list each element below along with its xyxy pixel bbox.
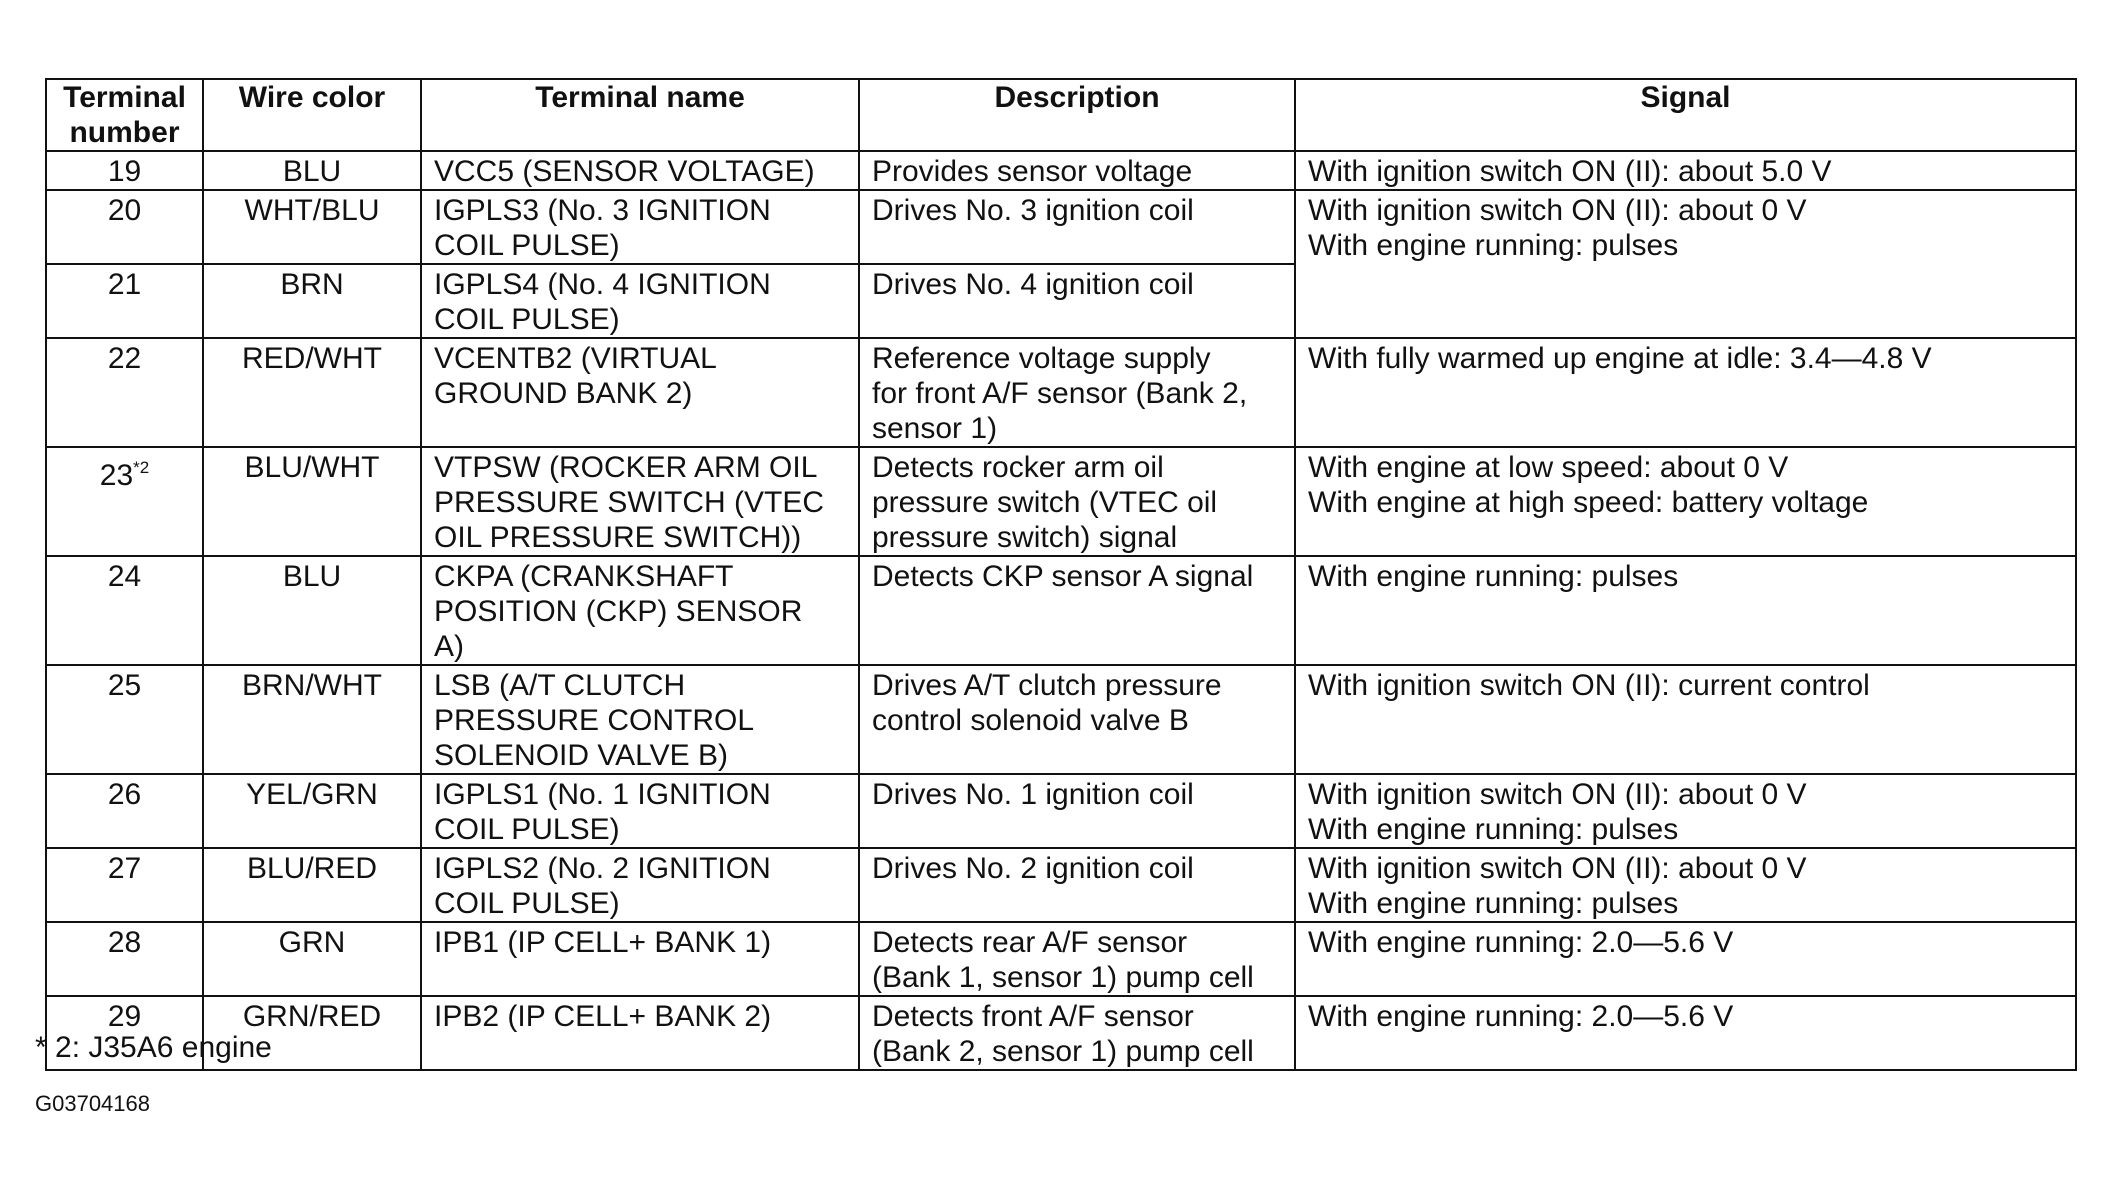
terminal-number-cell: 27 (46, 848, 203, 922)
terminal-number-cell: 26 (46, 774, 203, 848)
signal-cell: With ignition switch ON (II): about 0 V With engine running: pulses (1295, 848, 2076, 922)
terminal-number-cell: 24 (46, 556, 203, 665)
signal-cell: With fully warmed up engine at idle: 3.4—4.8 V (1295, 338, 2076, 447)
description-cell: Reference voltage supply for front A/F sensor (Bank 2, sensor 1) (859, 338, 1295, 447)
terminal-name-cell: IPB2 (IP CELL+ BANK 2) (421, 996, 859, 1070)
terminal-name-cell: VCC5 (SENSOR VOLTAGE) (421, 151, 859, 190)
table-row (46, 922, 2076, 996)
wire-color-cell: BRN (203, 264, 421, 338)
terminal-number-cell: 29 (46, 996, 203, 1070)
signal-cell: With engine running: 2.0—5.6 V (1295, 922, 2076, 996)
wire-color-cell: BLU (203, 151, 421, 190)
terminal-number: 23 (99, 459, 134, 492)
wire-color-cell: YEL/GRN (203, 774, 421, 848)
terminal-name-cell: IGPLS1 (No. 1 IGNITION COIL PULSE) (421, 774, 859, 848)
table-row (46, 774, 2076, 848)
header-wire-color: Wire color (203, 79, 421, 151)
table-row (46, 996, 2076, 1070)
terminal-number-cell: 19 (46, 151, 203, 190)
table-row (46, 665, 2076, 774)
footnote: * 2: J35A6 engine (35, 1031, 272, 1064)
terminal-number-cell: 25 (46, 665, 203, 774)
header-terminal-number: Terminal number (46, 79, 203, 151)
table-row (46, 190, 2076, 264)
description-cell: Detects CKP sensor A signal (859, 556, 1295, 665)
description-cell: Drives No. 2 ignition coil (859, 848, 1295, 922)
terminal-number-cell: 22 (46, 338, 203, 447)
table-row (46, 151, 2076, 190)
wire-color-cell: BLU/RED (203, 848, 421, 922)
signal-cell: With ignition switch ON (II): current control (1295, 665, 2076, 774)
terminal-table (45, 78, 2077, 1071)
description-cell: Drives No. 1 ignition coil (859, 774, 1295, 848)
signal-cell: With engine at low speed: about 0 V With engine at high speed: battery voltage (1295, 447, 2076, 556)
description-cell: Provides sensor voltage (859, 151, 1295, 190)
header-terminal-name: Terminal name (421, 79, 859, 151)
wire-color-cell: BLU (203, 556, 421, 665)
wire-color-cell: BRN/WHT (203, 665, 421, 774)
terminal-name-cell: VCENTB2 (VIRTUAL GROUND BANK 2) (421, 338, 859, 447)
table-row (46, 338, 2076, 447)
signal-cell: With ignition switch ON (II): about 0 V With engine running: pulses (1295, 190, 2076, 338)
table-row (46, 447, 2076, 556)
table-row (46, 848, 2076, 922)
table-row (46, 556, 2076, 665)
wire-color-cell: GRN/RED (203, 996, 421, 1070)
table-header-row (46, 79, 2076, 151)
signal-cell: With ignition switch ON (II): about 5.0 V (1295, 151, 2076, 190)
terminal-name-cell: CKPA (CRANKSHAFT POSITION (CKP) SENSOR A) (421, 556, 859, 665)
header-description: Description (859, 79, 1295, 151)
terminal-name-cell: IPB1 (IP CELL+ BANK 1) (421, 922, 859, 996)
footnote-mark: *2 (133, 458, 150, 477)
description-cell: Drives A/T clutch pressure control solenoid valve B (859, 665, 1295, 774)
description-cell: Detects rear A/F sensor (Bank 1, sensor 1) pump cell (859, 922, 1295, 996)
wire-color-cell: WHT/BLU (203, 190, 421, 264)
terminal-number-cell: 21 (46, 264, 203, 338)
terminal-number-cell (46, 447, 203, 556)
signal-cell: With engine running: pulses (1295, 556, 2076, 665)
description-cell: Detects front A/F sensor (Bank 2, sensor 1) pump cell (859, 996, 1295, 1070)
terminal-name-cell: IGPLS3 (No. 3 IGNITION COIL PULSE) (421, 190, 859, 264)
terminal-number-cell: 20 (46, 190, 203, 264)
terminal-number-cell: 28 (46, 922, 203, 996)
wire-color-cell: RED/WHT (203, 338, 421, 447)
signal-cell: With engine running: 2.0—5.6 V (1295, 996, 2076, 1070)
terminal-name-cell: VTPSW (ROCKER ARM OIL PRESSURE SWITCH (VTEC OIL PRESSURE SWITCH)) (421, 447, 859, 556)
description-cell: Drives No. 4 ignition coil (859, 264, 1295, 338)
signal-cell: With ignition switch ON (II): about 0 V With engine running: pulses (1295, 774, 2076, 848)
wire-color-cell: BLU/WHT (203, 447, 421, 556)
description-cell: Drives No. 3 ignition coil (859, 190, 1295, 264)
terminal-name-cell: IGPLS4 (No. 4 IGNITION COIL PULSE) (421, 264, 859, 338)
terminal-name-cell: IGPLS2 (No. 2 IGNITION COIL PULSE) (421, 848, 859, 922)
header-signal: Signal (1295, 79, 2076, 151)
terminal-name-cell: LSB (A/T CLUTCH PRESSURE CONTROL SOLENOID VALVE B) (421, 665, 859, 774)
description-cell: Detects rocker arm oil pressure switch (VTEC oil pressure switch) signal (859, 447, 1295, 556)
figure-id: G03704168 (35, 1091, 150, 1116)
wire-color-cell: GRN (203, 922, 421, 996)
